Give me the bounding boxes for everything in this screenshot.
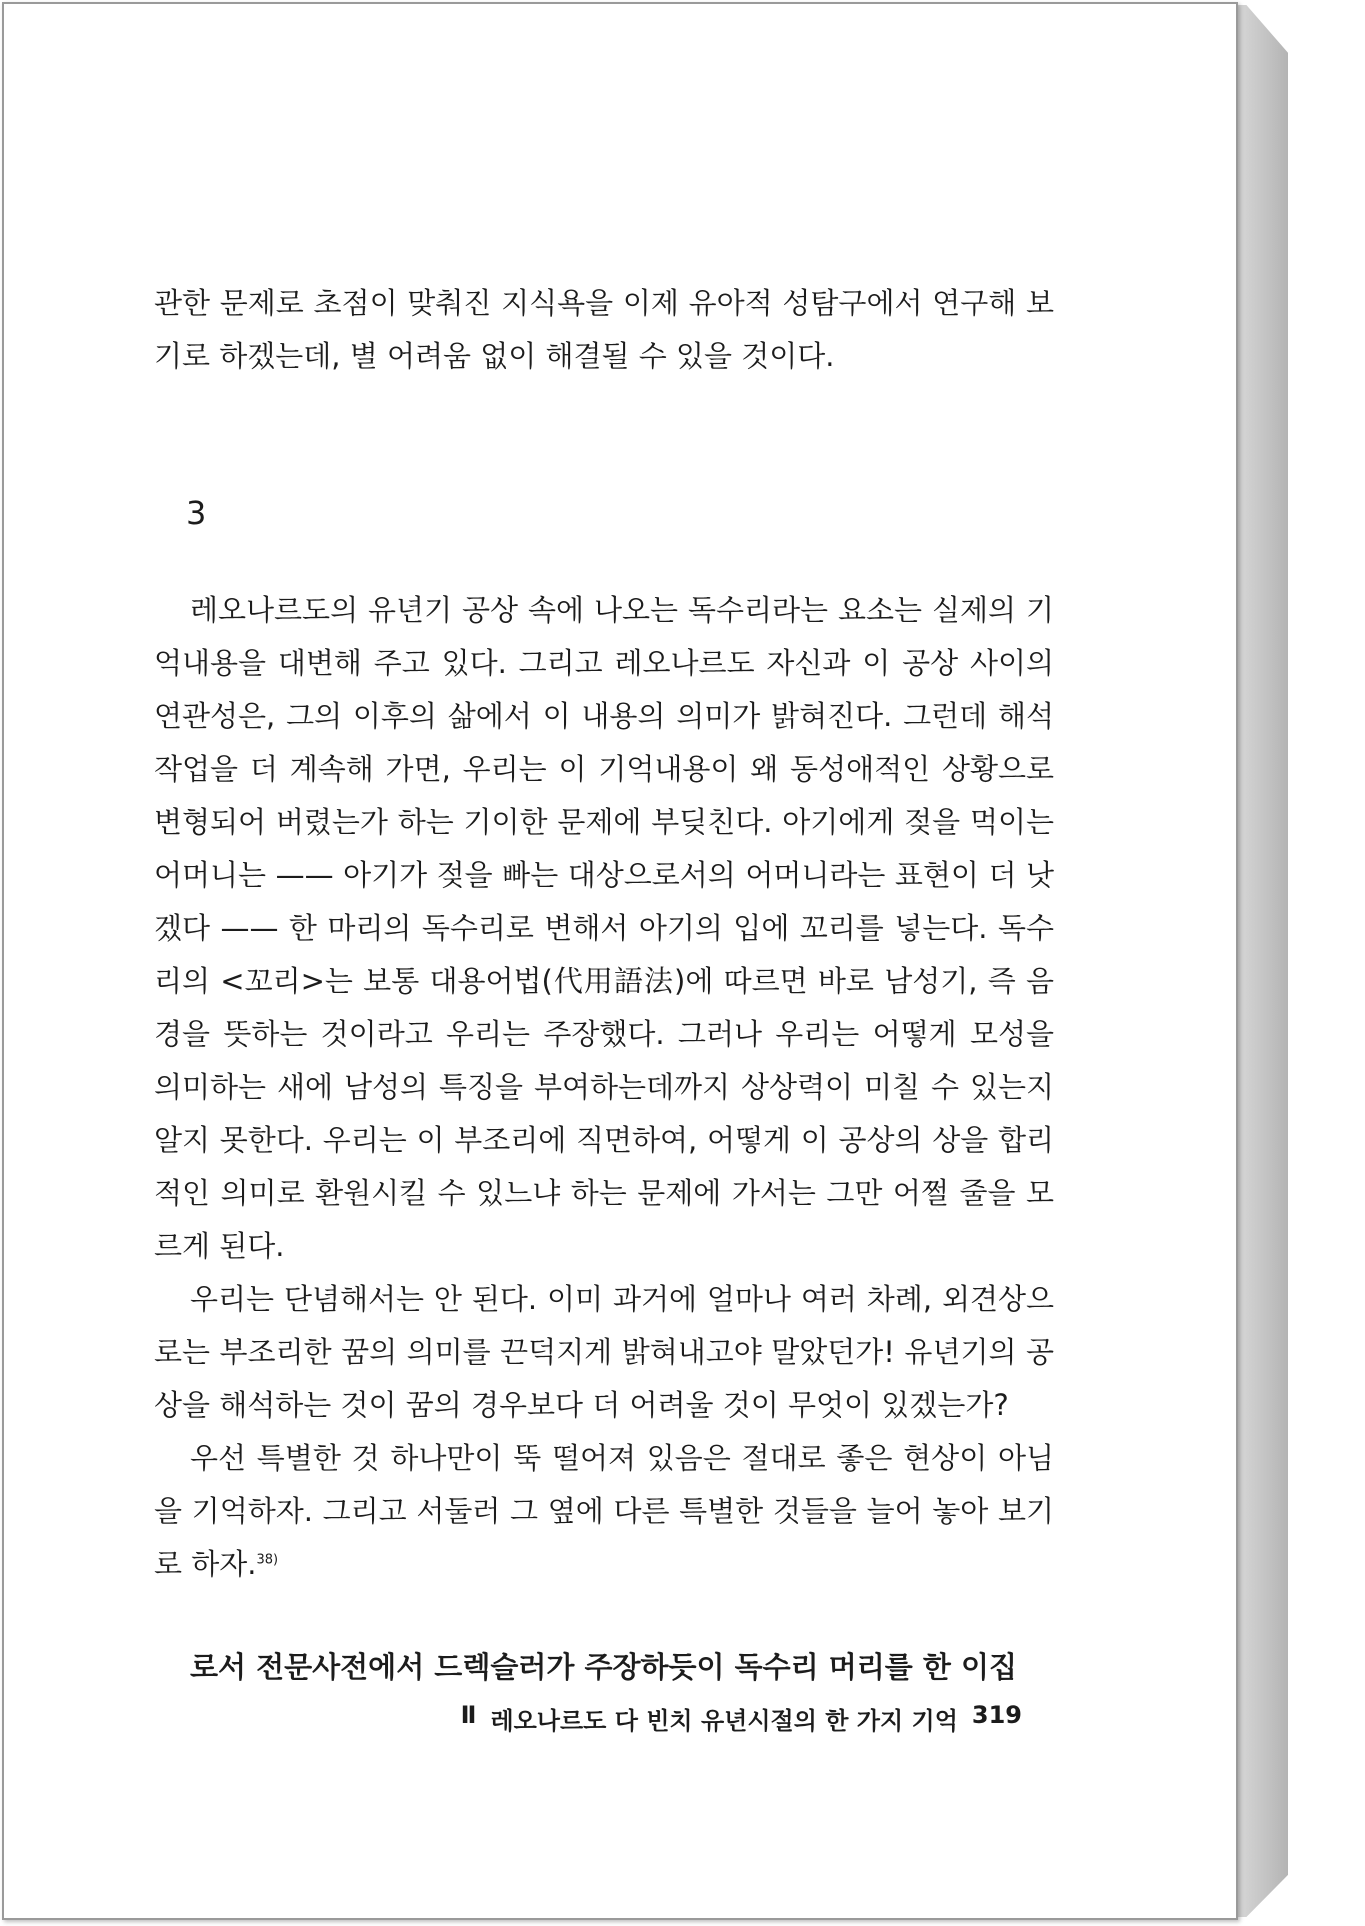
paragraph-3: [154, 1432, 1054, 1591]
book-side-edge: [1236, 5, 1288, 1917]
book-page: [2, 2, 1238, 1920]
cut-off-line: 로서 전문사전에서 드렉슬러가 주장하듯이 독수리 머리를 한 이집: [190, 1650, 1018, 1684]
section-number: 3: [186, 494, 207, 532]
lead-paragraph: 관한 문제로 초점이 맞춰진 지식욕을 이제 유아적 성탐구에서 연구해 보기로 하겠는데, 별 어려움 없이 해결될 수 있을 것이다.: [154, 286, 1054, 373]
footnote-marker[interactable]: 38): [256, 1552, 279, 1568]
lead-paragraph-block: [154, 277, 1054, 383]
running-footer: [444, 1701, 1022, 1736]
footer-chapter: Ⅱ: [460, 1701, 477, 1729]
footer-title: 레오나르도 다 빈치 유년시절의 한 가지 기억: [490, 1707, 958, 1735]
page-number: 319: [971, 1701, 1022, 1729]
paragraph-3-text: 우선 특별한 것 하나만이 뚝 떨어져 있음은 절대로 좋은 현상이 아님을 기억하자. 그리고 서둘러 그 옆에 다른 특별한 것들을 늘어 놓아 보기로 하자.: [154, 1441, 1054, 1581]
paragraph-1: 레오나르도의 유년기 공상 속에 나오는 독수리라는 요소는 실제의 기억내용을 대변해 주고 있다. 그리고 레오나르도 자신과 이 공상 사이의 연관성은, 그의 이후의 삶에서 이 내용의 의미가 밝혀진다. 그런데 해석작업을 더 계속해 가면, 우리는 이 기억내용이 왜 동성애적인 상황으로 변형되어 버렸는가 하는 기이한 문제에 부딪친다. 아기에게 젖을 먹이는 어머니는 —— 아기가 젖을 빠는 대상으로서의 어머니라는 표현이 더 낫겠다 —— 한 마리의 독수리로 변해서 아기의 입에 꼬리를 넣는다. 독수리의 <꼬리>는 보통 대용어법(代用語法)에 따르면 바로 남성기, 즉 음경을 뜻하는 것이라고 우리는 주장했다. 그러나 우리는 어떻게 모성을 의미하는 새에 남성의 특징을 부여하는데까지 상상력이 미칠 수 있는지 알지 못한다. 우리는 이 부조리에 직면하여, 어떻게 이 공상의 상을 합리적인 의미로 환원시킬 수 있느냐 하는 문제에 가서는 그만 어쩔 줄을 모르게 된다.: [154, 593, 1054, 1263]
body-text: [154, 584, 1054, 1591]
paragraph-2: 우리는 단념해서는 안 된다. 이미 과거에 얼마나 여러 차례, 외견상으로는 부조리한 꿈의 의미를 끈덕지게 밝혀내고야 말았던가! 유년기의 공상을 해석하는 것이 꿈의 경우보다 더 어려울 것이 무엇이 있겠는가?: [154, 1282, 1054, 1422]
